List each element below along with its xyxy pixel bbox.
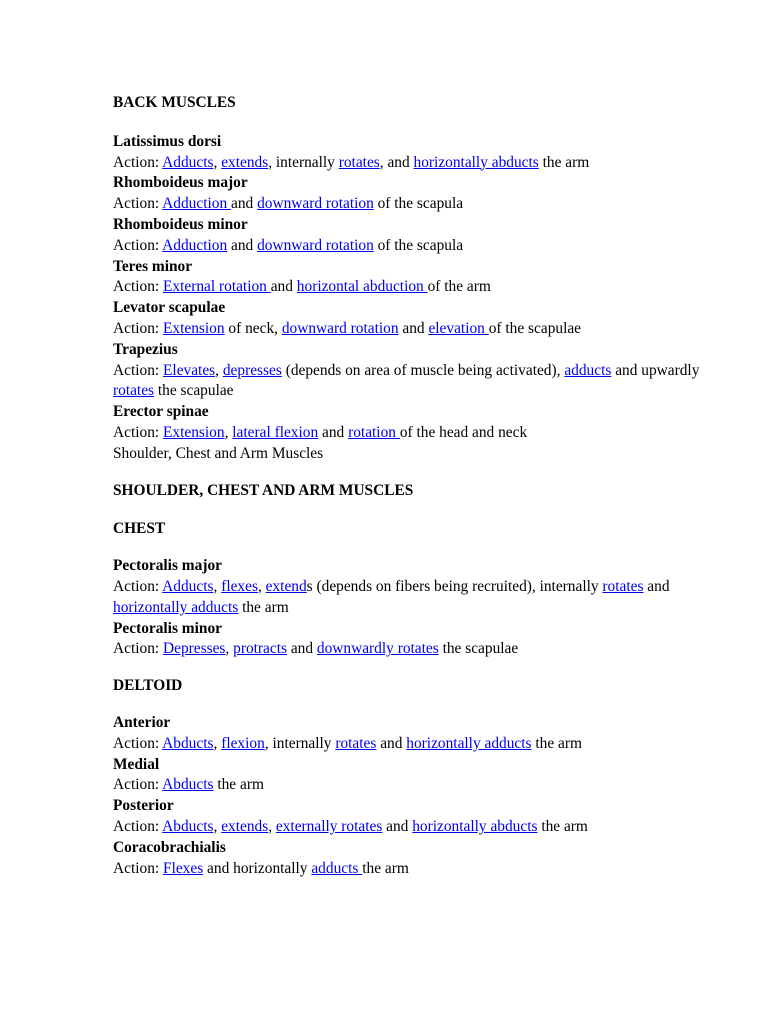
- action-text: Action:: [113, 640, 164, 658]
- muscle-list-deltoid: [113, 713, 733, 879]
- action-text: the arm: [537, 817, 588, 835]
- action-link[interactable]: adducts: [564, 361, 612, 379]
- muscle-name: Anterior: [113, 713, 171, 731]
- action-link[interactable]: downward rotation: [257, 195, 374, 213]
- action-link[interactable]: downwardly rotates: [316, 640, 439, 658]
- action-link[interactable]: Extension: [163, 319, 225, 337]
- action-text: and: [643, 577, 670, 595]
- muscle-action: [113, 153, 733, 174]
- section-heading-back-muscles: BACK MUSCLES: [113, 94, 236, 111]
- action-link[interactable]: rotates: [602, 577, 644, 595]
- action-link[interactable]: Adduction: [162, 236, 228, 254]
- action-link[interactable]: Abducts: [162, 776, 214, 794]
- action-text: (depends on area of muscle being activated),: [281, 361, 565, 379]
- action-link[interactable]: Abducts: [162, 817, 214, 835]
- action-text: and: [231, 195, 258, 213]
- muscle-list-chest: [113, 556, 733, 660]
- muscle-list-back: [113, 132, 733, 444]
- action-text: and: [318, 423, 349, 441]
- action-text: , internally: [264, 734, 336, 752]
- action-text: Action:: [113, 776, 163, 794]
- action-link[interactable]: flexion: [221, 734, 265, 752]
- action-link[interactable]: rotates: [335, 734, 377, 752]
- muscle-action: [113, 319, 733, 340]
- muscle-name: Coracobrachialis: [113, 838, 226, 856]
- action-text: Action:: [113, 817, 163, 835]
- muscle-action: [113, 775, 733, 796]
- action-text: Action:: [113, 153, 163, 171]
- action-link[interactable]: elevation: [428, 319, 489, 337]
- action-link[interactable]: Abducts: [162, 734, 214, 752]
- action-text: s (depends on fibers being recruited), internally: [306, 577, 603, 595]
- action-link[interactable]: horizontally abducts: [413, 153, 539, 171]
- action-text: ,: [268, 817, 276, 835]
- action-text: Action:: [113, 278, 164, 296]
- action-link[interactable]: horizontal abduction: [296, 278, 428, 296]
- action-link[interactable]: depresses: [222, 361, 282, 379]
- action-link[interactable]: extend: [265, 577, 307, 595]
- action-text: and: [376, 734, 407, 752]
- subheading-chest: CHEST: [113, 520, 166, 538]
- action-link[interactable]: rotates: [338, 153, 380, 171]
- action-text: the arm: [531, 734, 582, 752]
- action-link[interactable]: extends: [221, 817, 269, 835]
- muscle-action: [113, 734, 733, 755]
- action-link[interactable]: horizontally adducts: [406, 734, 532, 752]
- muscle-name: Posterior: [113, 797, 174, 815]
- action-text: Action:: [113, 361, 164, 379]
- section-trailer: Shoulder, Chest and Arm Muscles: [113, 444, 324, 462]
- muscle-name: Pectoralis major: [113, 557, 222, 575]
- muscle-name: Rhomboideus minor: [113, 215, 248, 233]
- action-link[interactable]: Adduction: [162, 195, 231, 213]
- muscle-action: [113, 577, 733, 619]
- action-link[interactable]: flexes: [221, 577, 258, 595]
- muscle-action: [113, 817, 733, 838]
- action-link[interactable]: adducts: [311, 859, 363, 877]
- action-text: ,: [225, 640, 234, 658]
- muscle-name: Trapezius: [113, 340, 178, 358]
- muscle-name: Rhomboideus major: [113, 174, 248, 192]
- action-link[interactable]: horizontally adducts: [113, 598, 239, 616]
- action-link[interactable]: External rotation: [163, 278, 271, 296]
- action-link[interactable]: Extension: [163, 423, 225, 441]
- action-text: ,: [224, 423, 233, 441]
- muscle-action: [113, 236, 733, 257]
- action-link[interactable]: downward rotation: [257, 236, 374, 254]
- action-link[interactable]: Depresses: [163, 640, 226, 658]
- action-text: ,: [213, 734, 222, 752]
- action-link[interactable]: Flexes: [163, 859, 204, 877]
- action-text: of the scapula: [373, 195, 464, 213]
- action-text: , internally: [268, 153, 339, 171]
- muscle-action: [113, 361, 733, 403]
- section-heading-shoulder-chest-arm: SHOULDER, CHEST AND ARM MUSCLES: [113, 481, 414, 499]
- action-text: Action:: [113, 734, 163, 752]
- action-text: , and: [379, 153, 414, 171]
- muscle-name: Latissimus dorsi: [113, 132, 222, 150]
- action-text: ,: [213, 577, 222, 595]
- muscle-action: [113, 639, 733, 660]
- action-link[interactable]: protracts: [233, 640, 287, 658]
- action-text: the arm: [238, 598, 289, 616]
- action-text: Action:: [113, 195, 163, 213]
- action-text: of the scapula: [373, 236, 464, 254]
- action-text: and: [227, 236, 258, 254]
- muscle-action: [113, 423, 733, 444]
- action-text: the scapulae: [438, 640, 519, 658]
- action-link[interactable]: rotation: [348, 423, 400, 441]
- action-link[interactable]: extends: [221, 153, 269, 171]
- action-link[interactable]: externally rotates: [275, 817, 383, 835]
- muscle-action: [113, 194, 733, 215]
- action-text: ,: [213, 153, 222, 171]
- action-text: Action:: [113, 859, 164, 877]
- action-text: the arm: [362, 859, 409, 877]
- action-text: and upwardly: [611, 361, 700, 379]
- action-text: of the scapulae: [488, 319, 582, 337]
- action-text: ,: [213, 817, 222, 835]
- action-text: the arm: [538, 153, 590, 171]
- action-text: and: [382, 817, 413, 835]
- action-link[interactable]: downward rotation: [281, 319, 399, 337]
- action-text: of the arm: [427, 278, 491, 296]
- muscle-name: Erector spinae: [113, 403, 209, 421]
- action-text: and: [270, 278, 297, 296]
- action-text: ,: [257, 577, 266, 595]
- action-text: Action:: [113, 577, 163, 595]
- action-text: Action:: [113, 423, 164, 441]
- muscle-action: [113, 277, 733, 298]
- action-link[interactable]: lateral flexion: [232, 423, 319, 441]
- muscle-name: Pectoralis minor: [113, 619, 222, 637]
- muscle-name: Levator scapulae: [113, 299, 226, 317]
- action-text: ,: [215, 361, 223, 379]
- action-link[interactable]: Adducts: [162, 153, 214, 171]
- action-link[interactable]: Elevates: [163, 361, 216, 379]
- muscle-name: Teres minor: [113, 257, 193, 275]
- action-text: and: [286, 640, 317, 658]
- action-text: Action:: [113, 236, 163, 254]
- muscle-action: [113, 859, 733, 880]
- action-text: of the head and neck: [399, 423, 528, 441]
- action-text: the arm: [213, 776, 264, 794]
- action-link[interactable]: rotates: [113, 382, 155, 400]
- action-link[interactable]: Adducts: [162, 577, 214, 595]
- action-text: Action:: [113, 319, 164, 337]
- action-text: the scapulae: [154, 382, 234, 400]
- action-link[interactable]: horizontally abducts: [412, 817, 538, 835]
- action-text: and: [398, 319, 429, 337]
- action-text: and horizontally: [203, 859, 312, 877]
- muscle-name: Medial: [113, 755, 160, 773]
- document-page: [113, 93, 733, 879]
- action-text: of neck,: [224, 319, 282, 337]
- subheading-deltoid: DELTOID: [113, 677, 183, 695]
